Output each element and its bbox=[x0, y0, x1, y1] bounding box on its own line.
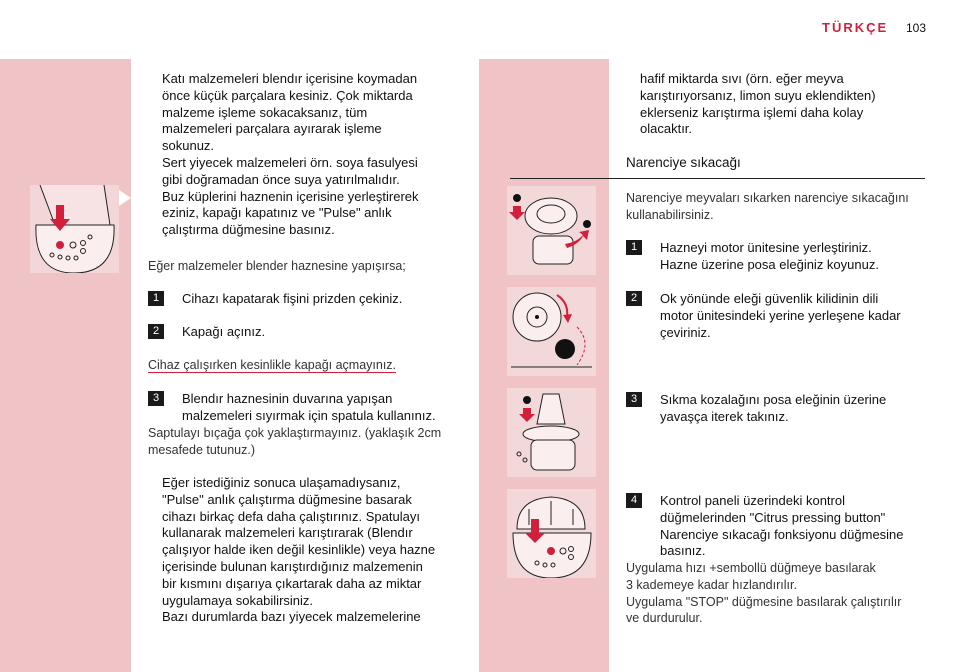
right-step-4: Kontrol paneli üzerindeki kontrol düğmelerinden "Citrus pressing button" Narenciye sıkacağı fonksiyonu düğmesine basınız. bbox=[660, 493, 904, 559]
left-warning: Cihaz çalışırken kesinlikle kapağı açmayınız. bbox=[148, 358, 397, 372]
left-note: Saptulayı bıçağa çok yaklaştırmayınız. (yaklaşık 2cm mesafede tutunuz.) bbox=[148, 426, 442, 457]
step-number-1: 1 bbox=[148, 291, 164, 306]
left-paragraph-1: Katı malzemeleri blendır içerisine koymadan önce küçük parçalara kesiniz. Çok miktarda malzeme işleme sokacaksanız, tüm malzemeleri parçalara ayırarak işleme sokunuz. Sert yiyecek malzemeleri örn. soya fasulyesi gibi doğramadan önce suya yatırılmalıdır. Buz küplerini haznenin içerisine yerleştirerek eziniz, kapağı kapatınız ve "Pulse" anlık çalıştırma düğmesine basınız. bbox=[162, 71, 419, 238]
right-paragraph-1: hafif miktarda sıvı (örn. eğer meyva karıştırıyorsanız, limon suyu eklendikten) eklerseniz karıştırma işlemi daha kolay olacaktır. bbox=[640, 71, 876, 137]
right-step-number-3: 3 bbox=[626, 392, 642, 407]
section-title: Narenciye sıkacağı bbox=[626, 155, 741, 170]
right-step-2: Ok yönünde eleği güvenlik kilidinin dili motor ünitesindeki yerine yerleşene kadar çeviriniz. bbox=[660, 291, 901, 340]
right-note: Uygulama hızı +sembollü düğmeye basılarak 3 kademeye kadar hızlandırılır. Uygulama "STOP" düğmesine basılarak çalıştırılır ve durdurulur. bbox=[626, 561, 902, 626]
left-step-1: Cihazı kapatarak fişini prizden çekiniz. bbox=[182, 291, 403, 306]
right-intro: Narenciye meyvaları sıkarken narenciye sıkacağını kullanabilirsiniz. bbox=[626, 191, 909, 222]
language-label: TÜRKÇE bbox=[822, 20, 889, 35]
left-intro: Eğer malzemeler blender haznesine yapışırsa; bbox=[148, 259, 406, 273]
right-step-3: Sıkma kozalağını posa eleğinin üzerine yavaşça iterek takınız. bbox=[660, 392, 887, 424]
pressing-cone-illustration bbox=[507, 388, 596, 477]
page-number: 103 bbox=[906, 21, 927, 35]
right-step-1: Hazneyi motor ünitesine yerleştiriniz. Hazne üzerine posa eleğiniz koyunuz. bbox=[660, 240, 879, 272]
pointer-triangle-icon bbox=[119, 188, 133, 208]
section-divider bbox=[510, 178, 925, 179]
left-step-3: Blendır haznesinin duvarına yapışan malzemeleri sıyırmak için spatula kullanınız. bbox=[182, 391, 436, 423]
left-paragraph-2: Eğer istediğiniz sonuca ulaşamadıysanız, "Pulse" anlık çalıştırma düğmesine basarak cihazı birkaç defa daha çalıştırınız. Spatulayı kullanarak malzemeleri karıştırarak (Blendır çalışıyor halde iken değil kesinlikle) veya hazne içerisinde bulunan karıştırdığınız malzemenin bir kısmını dışarıya çıkartarak daha az miktar uygulamaya sokabilirsiniz. Bazı durumlarda bazı yiyecek malzemelerine bbox=[162, 475, 436, 625]
left-step-2: Kapağı açınız. bbox=[182, 324, 266, 339]
strainer-lock-illustration bbox=[507, 287, 596, 376]
right-step-number-1: 1 bbox=[626, 240, 642, 255]
step-number-3: 3 bbox=[148, 391, 164, 406]
step-number-2: 2 bbox=[148, 324, 164, 339]
control-panel-illustration bbox=[507, 489, 596, 578]
blender-pulse-illustration bbox=[30, 185, 119, 273]
left-margin-strip bbox=[0, 59, 131, 672]
juicer-assembly-illustration bbox=[507, 186, 596, 275]
right-step-number-4: 4 bbox=[626, 493, 642, 508]
right-step-number-2: 2 bbox=[626, 291, 642, 306]
